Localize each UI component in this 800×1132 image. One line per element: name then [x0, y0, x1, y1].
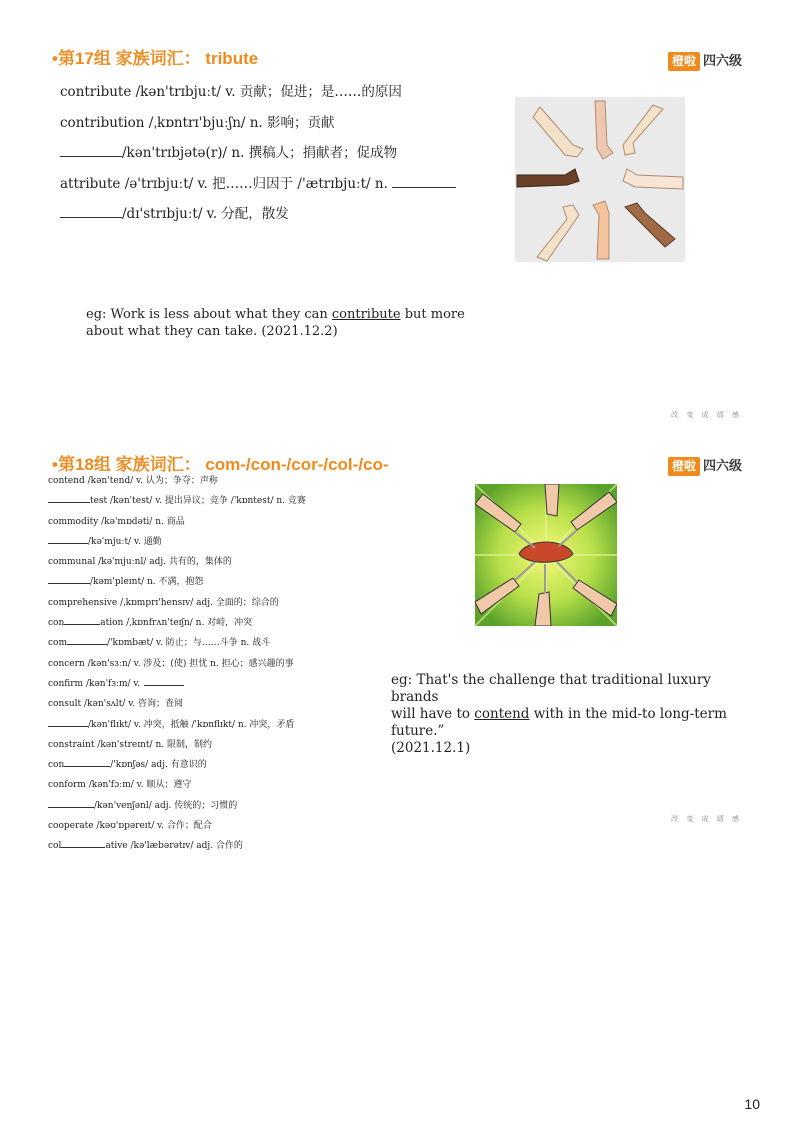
vocab-row: col ative /kə'læbərətɪv/ adj. 合作的 — [48, 841, 243, 852]
vocab-row: contribution /ˌkɒntrɪ'bjuːʃn/ n. 影响；贡献 — [60, 114, 335, 131]
fill-blank[interactable] — [61, 839, 105, 848]
vocab-row: /kən'trɪbjətə(r)/ n. 撰稿人；捐献者；促成物 — [60, 143, 500, 174]
fill-blank[interactable] — [64, 758, 110, 767]
vocab-row: test /kən'test/ v. 提出异议；竞争 /'kɒntest/ n. 竞赛 — [48, 494, 393, 514]
fill-blank[interactable] — [144, 677, 184, 686]
fill-blank[interactable] — [48, 799, 94, 808]
fill-blank[interactable] — [67, 636, 107, 645]
vocab-row: /kən'venʃənl/ adj. 传统的；习惯的 — [48, 799, 393, 819]
vocab-row: commodity /kə'mɒdəti/ n. 商品 — [48, 516, 185, 527]
fill-blank[interactable] — [64, 616, 100, 625]
fill-blank[interactable] — [60, 144, 122, 158]
vocab-row: communal /kə'mjuːnl/ adj. 共有的，集体的 — [48, 557, 232, 568]
vocab-row: cooperate /kəʊ'ɒpəreɪt/ v. 合作；配合 — [48, 821, 212, 832]
forks-illustration — [475, 484, 617, 626]
section18-vocab-list — [48, 474, 393, 860]
logo-badge: 橙啦 — [668, 457, 700, 476]
section18-example: eg: That's the challenge that traditional luxury brands will have to contend with in the mid-to long-term future.” (2021.12.1) — [391, 672, 727, 756]
vocab-row: contribute /kən'trɪbjuːt/ v. 贡献；促进；是……的原因 — [60, 84, 402, 100]
fill-blank[interactable] — [48, 718, 88, 727]
section18-title: •第18组 家族词汇： com-/con-/cor-/col-/co- — [52, 455, 389, 474]
logo-text: 四六级 — [702, 54, 742, 69]
vocab-row: conform /kən'fɔːm/ v. 顺从；遵守 — [48, 780, 192, 791]
fill-blank[interactable] — [48, 494, 90, 503]
section17-title: •第17组 家族词汇： tribute — [52, 49, 259, 68]
vocab-row: /kən'flɪkt/ v. 冲突，抵触 /'kɒnflɪkt/ n. 冲突，矛盾 — [48, 718, 393, 738]
vocab-row: consult /kən'sʌlt/ v. 咨询；查阅 — [48, 699, 183, 710]
fill-blank[interactable] — [60, 205, 122, 219]
section18-logo — [668, 457, 742, 476]
vocab-row: confirm /kən'fɜːm/ v. — [48, 677, 393, 697]
vocab-row: comprehensive /ˌkɒmprɪ'hensɪv/ adj. 全面的；综合的 — [48, 597, 279, 608]
logo-text: 四六级 — [702, 459, 742, 474]
section17-vocab-list — [60, 82, 500, 235]
hands-illustration — [515, 97, 685, 262]
vocab-row: con ation /ˌkɒnfrʌn'teɪʃn/ n. 对峙，冲突 — [48, 618, 253, 629]
vocab-row: /kəm'pleɪnt/ n. 不满，抱怨 — [48, 575, 393, 595]
vocab-row: constraint /kən'streɪnt/ n. 限制，制约 — [48, 739, 212, 750]
vocab-row: con /'kɒnʃəs/ adj. 有意识的 — [48, 760, 207, 771]
section17-footer-mark: 改 变 成 绩 感 — [671, 411, 742, 419]
vocab-row: /dɪ'strɪbjuːt/ v. 分配，散发 — [60, 204, 500, 235]
page-number: 10 — [744, 1096, 760, 1112]
vocab-row: concern /kən'sɜːn/ v. 涉及；(使) 担忧 n. 担心；感兴趣的事 — [48, 658, 294, 669]
vocab-row: /kə'mjuːt/ v. 通勤 — [48, 535, 393, 555]
vocab-row: contend /kən'tend/ v. 认为；争夺；声称 — [48, 476, 218, 486]
vocab-row: attribute /ə'trɪbjuːt/ v. 把……归因于 /'ætrɪbjuːt/ n. — [60, 174, 500, 205]
highlighted-word: contribute — [331, 307, 401, 322]
fill-blank[interactable] — [48, 535, 88, 544]
section17-example: eg: Work is less about what they can contribute but more about what they can take. (2021.12.2) — [86, 307, 465, 339]
section18-footer-mark: 改 变 成 绩 感 — [671, 815, 742, 823]
fill-blank[interactable] — [392, 174, 456, 188]
vocab-row: com /'kɒmbæt/ v. 防止；与……斗争 n. 战斗 — [48, 638, 271, 649]
fill-blank[interactable] — [48, 575, 90, 584]
section17-logo — [668, 52, 742, 71]
highlighted-word: contend — [474, 706, 530, 722]
logo-badge: 橙啦 — [668, 52, 700, 71]
